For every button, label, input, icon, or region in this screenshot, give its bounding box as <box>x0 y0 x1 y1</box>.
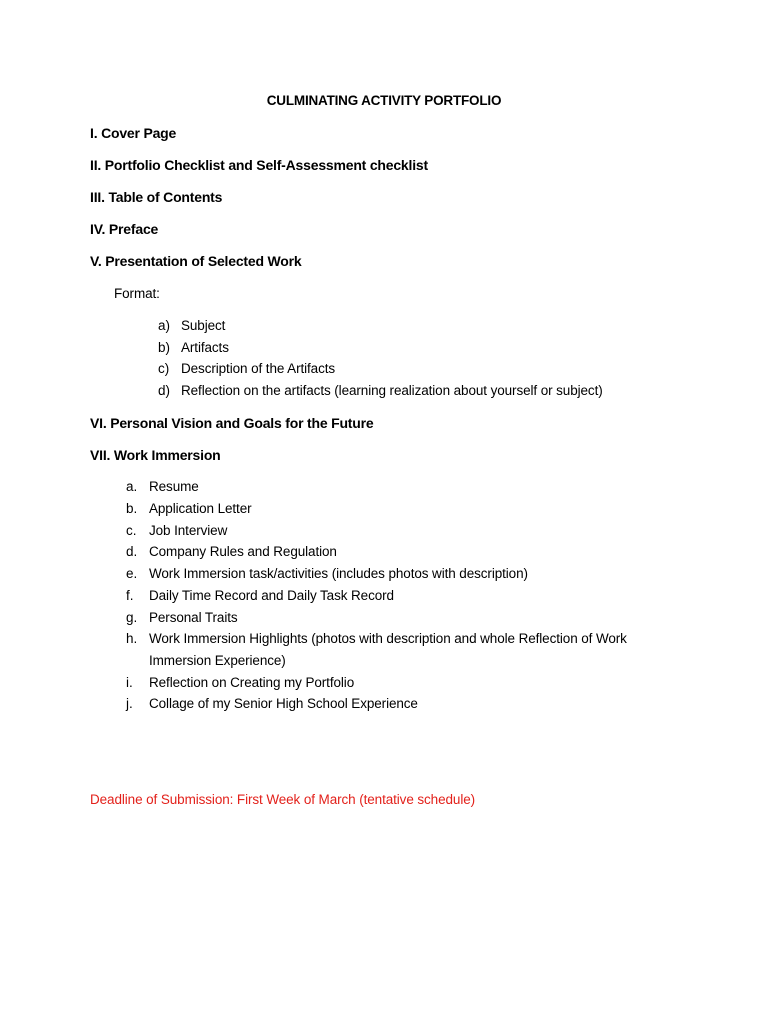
list-item-text: Description of the Artifacts <box>181 361 336 376</box>
list-item-text: Collage of my Senior High School Experience <box>149 696 418 711</box>
list-marker: b) <box>158 340 171 355</box>
list-marker: c. <box>126 523 137 538</box>
section-work-immersion: VII. Work Immersion <box>90 447 221 463</box>
section-presentation-of-selected-work: V. Presentation of Selected Work <box>90 253 302 269</box>
list-marker: f. <box>126 588 134 603</box>
section-personal-vision: VI. Personal Vision and Goals for the Future <box>90 415 374 431</box>
section-preface: IV. Preface <box>90 221 159 237</box>
document-title: CULMINATING ACTIVITY PORTFOLIO <box>266 93 502 108</box>
list-item-text: Application Letter <box>149 501 252 516</box>
list-marker: h. <box>126 631 138 646</box>
section-cover-page: I. Cover Page <box>90 125 177 141</box>
list-marker: a. <box>126 479 138 494</box>
list-marker: d) <box>158 383 171 398</box>
list-item-text-continuation: Immersion Experience) <box>149 653 286 668</box>
section-portfolio-checklist: II. Portfolio Checklist and Self-Assessment checklist <box>90 157 428 173</box>
list-item-text: Reflection on the artifacts (learning realization about yourself or subject) <box>181 383 603 398</box>
list-marker: d. <box>126 544 138 559</box>
list-item-text: Job Interview <box>149 523 228 538</box>
list-marker: b. <box>126 501 138 516</box>
deadline-note: Deadline of Submission: First Week of March (tentative schedule) <box>90 792 476 807</box>
list-marker: e. <box>126 566 138 581</box>
list-marker: c) <box>158 361 170 376</box>
list-item-text: Daily Time Record and Daily Task Record <box>149 588 394 603</box>
list-item-text: Work Immersion task/activities (includes photos with description) <box>149 566 528 581</box>
list-marker: j. <box>126 696 133 711</box>
list-item-text: Resume <box>149 479 199 494</box>
list-item-text: Company Rules and Regulation <box>149 544 337 559</box>
list-item-text: Personal Traits <box>149 610 238 625</box>
list-item-text: Reflection on Creating my Portfolio <box>149 675 355 690</box>
list-marker: a) <box>158 318 171 333</box>
list-item-text: Work Immersion Highlights (photos with description and whole Reflection of Work <box>149 631 627 646</box>
list-marker: g. <box>126 610 138 625</box>
list-marker: i. <box>126 675 133 690</box>
format-label: Format: <box>114 286 160 301</box>
list-item-text: Artifacts <box>181 340 229 355</box>
section-table-of-contents: III. Table of Contents <box>90 189 223 205</box>
list-item-text: Subject <box>181 318 226 333</box>
